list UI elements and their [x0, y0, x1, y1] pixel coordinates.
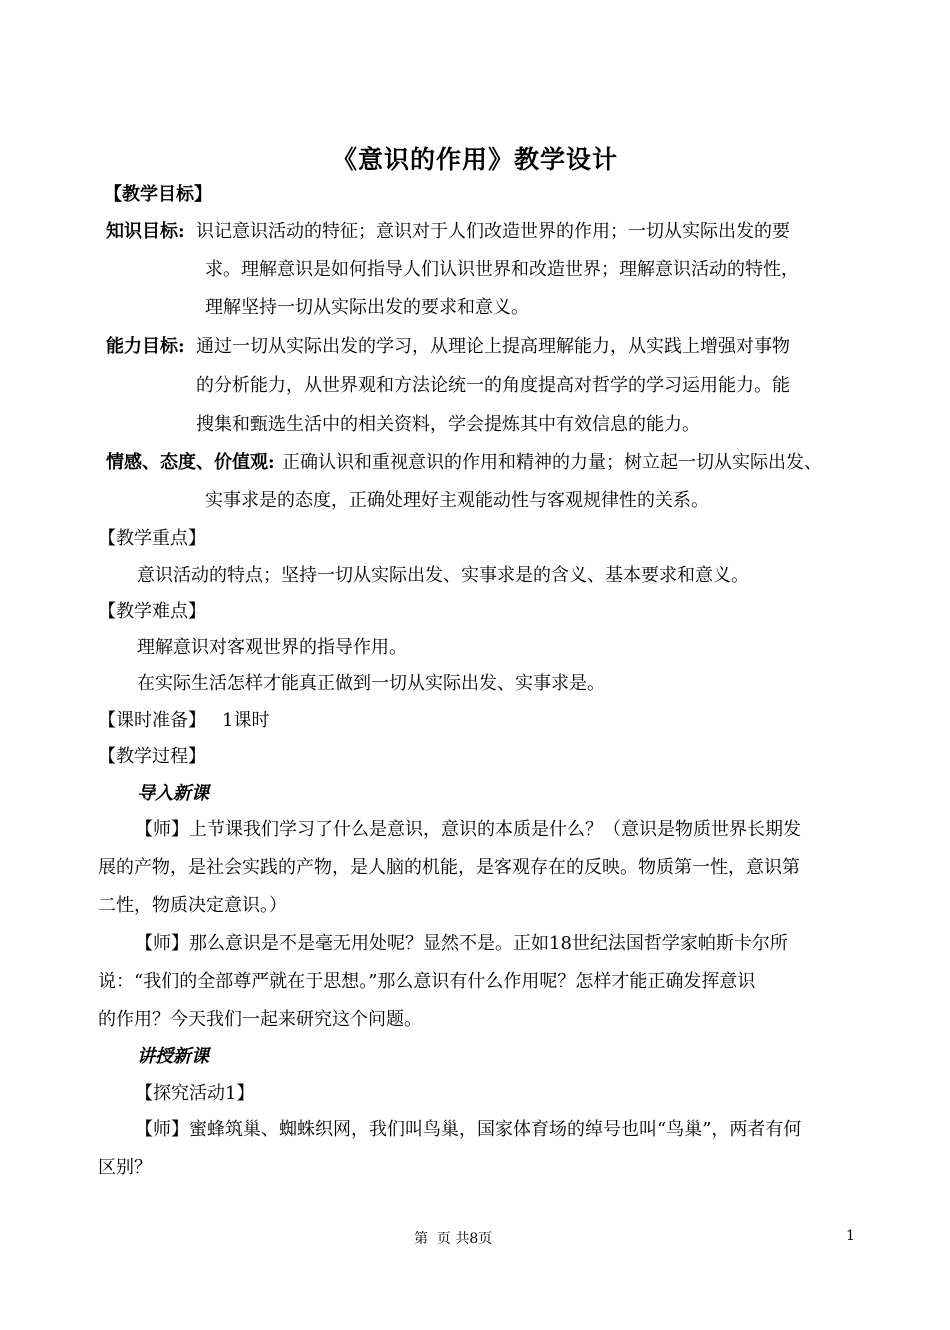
ability-label: 能力目标: [106, 336, 185, 357]
knowledge-line: 识记意识活动的特征；意识对于人们改造世界的作用；一切从实际出发的要 [196, 221, 790, 242]
intro-title: 导入新课 [137, 783, 209, 804]
activity-line: 区别？ [98, 1157, 152, 1178]
intro-p2-line: 【师】那么意识是不是毫无用处呢？显然不是。正如18世纪法国哲学家帕斯卡尔所 [135, 933, 788, 954]
difficult-line: 在实际生活怎样才能真正做到一切从实际出发、实事求是。 [137, 673, 605, 694]
intro-p2-line: 的作用？今天我们一起来研究这个问题。 [98, 1009, 422, 1030]
document-title: 《意识的作用》教学设计 [331, 145, 618, 174]
activity-line: 【师】蜜蜂筑巢、蜘蛛织网，我们叫鸟巢，国家体育场的绰号也叫“鸟巢”，两者有何 [135, 1119, 802, 1140]
knowledge-line: 求。理解意识是如何指导人们认识世界和改造世界；理解意识活动的特性， [205, 259, 799, 280]
knowledge-label: 知识目标: [106, 221, 185, 242]
key-header: 【教学重点】 [98, 528, 206, 549]
knowledge-line: 理解坚持一切从实际出发的要求和意义。 [205, 297, 529, 318]
difficult-header: 【教学难点】 [98, 601, 206, 622]
ability-line: 的分析能力，从世界观和方法论统一的角度提高对哲学的学习运用能力。能 [196, 375, 790, 396]
hours-header: 【课时准备】 [98, 710, 206, 731]
teach-title: 讲授新课 [137, 1046, 209, 1067]
ability-line: 通过一切从实际出发的学习，从理论上提高理解能力，从实践上增强对事物 [196, 336, 790, 357]
emotion-line: 实事求是的态度，正确处理好主观能动性与客观规律性的关系。 [205, 490, 709, 511]
emotion-label: 情感、态度、价值观: [106, 452, 275, 473]
key-text: 意识活动的特点；坚持一切从实际出发、实事求是的含义、基本要求和意义。 [137, 565, 749, 586]
goals-header: 【教学目标】 [104, 184, 212, 205]
emotion-line: 正确认识和重视意识的作用和精神的力量；树立起一切从实际出发、 [282, 452, 822, 473]
page-info: 第 页 共8页 [414, 1231, 493, 1247]
ability-line: 搜集和甄选生活中的相关资料，学会提炼其中有效信息的能力。 [196, 414, 700, 435]
intro-p1-line: 二性，物质决定意识。） [98, 895, 287, 916]
difficult-line: 理解意识对客观世界的指导作用。 [137, 637, 407, 658]
activity-header: 【探究活动1】 [135, 1083, 255, 1104]
page-number: 1 [846, 1228, 855, 1244]
process-header: 【教学过程】 [98, 746, 206, 767]
hours-value: 1课时 [222, 710, 270, 731]
intro-p1-line: 【师】上节课我们学习了什么是意识，意识的本质是什么？（意识是物质世界长期发 [135, 819, 801, 840]
intro-p2-line: 说：“我们的全部尊严就在于思想。”那么意识有什么作用呢？怎样才能正确发挥意识 [98, 971, 756, 992]
intro-p1-line: 展的产物，是社会实践的产物，是人脑的机能，是客观存在的反映。物质第一性，意识第 [98, 857, 800, 878]
